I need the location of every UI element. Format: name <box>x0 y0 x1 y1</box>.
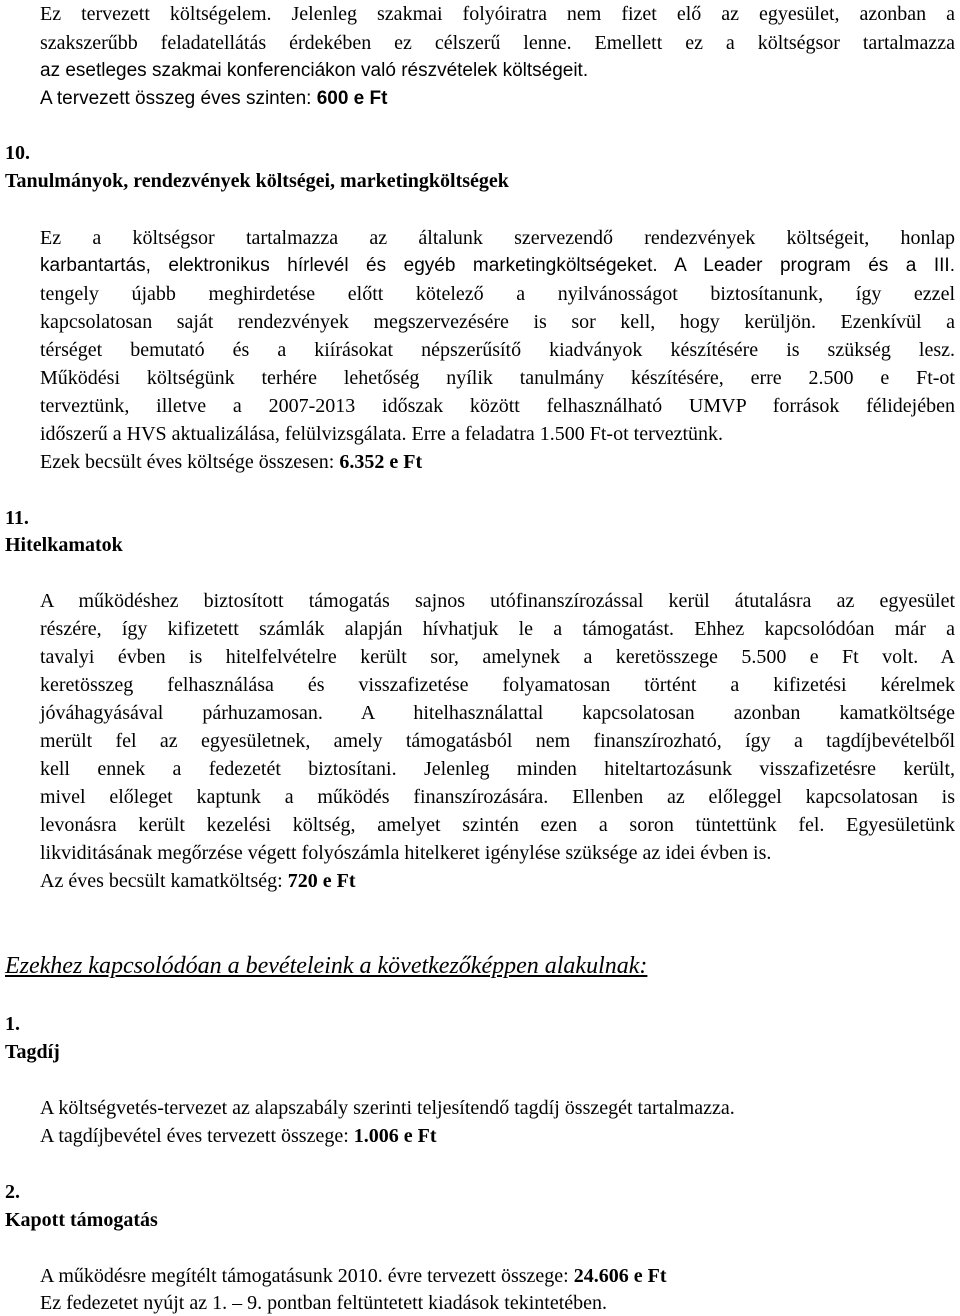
paragraph-line: időszerű a HVS aktualizálása, felülvizsgálata. Erre a feladatra 1.500 Ft-ot terveztünk. <box>40 423 724 445</box>
amount-line <box>40 869 355 893</box>
paragraph-line: Ez tervezett költségelem. Jelenleg szakmai folyóiratra nem fizet elő az egyesület, azonban a <box>40 3 955 25</box>
paragraph-line: kell ennek a fedezetét biztosítani. Jelenleg minden hiteltartozásunk visszafizetésre került, <box>40 758 955 780</box>
amount-label: Ezek becsült éves költsége összesen: <box>40 451 340 473</box>
amount-value: 6.352 e Ft <box>339 451 423 473</box>
income-heading: Ezekhez kapcsolódóan a bevételeink a következőképpen alakulnak: <box>5 953 648 979</box>
section-number: 2. <box>5 1181 20 1203</box>
section-title: Kapott támogatás <box>5 1209 158 1231</box>
section-title: Tanulmányok, rendezvények költségei, marketingköltségek <box>5 170 509 192</box>
paragraph-line: Működési költségünk terhére lehetőség nyílik tanulmány készítésére, erre 2.500 e Ft-ot <box>40 367 955 389</box>
paragraph-line: keretösszeg felhasználása és visszafizetése folyamatosan történt a kifizetési kérelmek <box>40 674 955 696</box>
paragraph-line: karbantartás, elektronikus hírlevél és egyéb marketingköltségeket. A Leader program és a III. <box>40 255 955 276</box>
paragraph-line: merült fel az egyesületnek, amely támogatásból nem finanszírozható, így a tagdíjbevételből <box>40 730 955 752</box>
paragraph-line: Ez fedezetet nyújt az 1. – 9. pontban feltüntetett kiadások tekintetében. <box>40 1292 608 1314</box>
amount-line <box>40 450 422 474</box>
paragraph-line: A költségvetés-tervezet az alapszabály szerinti teljesítendő tagdíj összegét tartalmazza. <box>40 1097 735 1119</box>
section-title: Hitelkamatok <box>5 534 123 556</box>
paragraph-line: likviditásának megőrzése végett folyószámla hitelkeret igénylése szüksége az idei évben is. <box>40 842 772 864</box>
amount-line <box>40 1264 667 1288</box>
amount-value: 720 e Ft <box>287 870 356 892</box>
amount-value: 600 e Ft <box>316 88 388 109</box>
paragraph-line: Ez a költségsor tartalmazza az általunk szervezendő rendezvények költségeit, honlap <box>40 227 955 249</box>
paragraph-line: levonásra került kezelési költség, amelyet szintén ezen a soron tüntettünk fel. Egyesületünk <box>40 814 955 836</box>
paragraph-line: az esetleges szakmai konferenciákon való részvételek költségeit. <box>40 60 589 81</box>
paragraph-line: jóváhagyásával párhuzamosan. A hitelhasználattal kapcsolatosan azonban kamatköltsége <box>40 702 955 724</box>
amount-label: A működésre megítélt támogatásunk 2010. évre tervezett összege: <box>40 1265 574 1287</box>
amount-label: A tagdíjbevétel éves tervezett összege: <box>40 1125 354 1147</box>
amount-value: 1.006 e Ft <box>353 1125 437 1147</box>
amount-line <box>40 1124 437 1148</box>
section-number: 11. <box>5 507 29 529</box>
paragraph-line: mivel előleget kaptunk a működés finanszírozására. Ellenben az előleggel kapcsolatosan is <box>40 786 955 808</box>
paragraph-line: kapcsolatosan saját rendezvények megszervezésére is sor kell, hogy kerüljön. Ezenkívül a <box>40 311 955 333</box>
amount-line <box>40 87 387 111</box>
section-title: Tagdíj <box>5 1041 60 1063</box>
paragraph-line: térséget bemutató és a kiírásokat népszerűsítő kiadványok készítésére is szükség lesz. <box>40 339 955 361</box>
paragraph-line: tengely újabb meghirdetése előtt kötelező a nyilvánosságot biztosítanunk, így ezzel <box>40 283 955 305</box>
amount-label: A tervezett összeg éves szinten: <box>40 88 317 109</box>
paragraph-line: A működéshez biztosított támogatás sajnos utófinanszírozással kerül átutalásra az egyesület <box>40 590 955 612</box>
paragraph-line: terveztünk, illetve a 2007-2013 időszak között felhasználható UMVP források félidejében <box>40 395 955 417</box>
amount-value: 24.606 e Ft <box>573 1265 667 1287</box>
section-number: 10. <box>5 142 30 164</box>
paragraph-line: tavalyi évben is hitelfelvételre került sor, amelynek a keretösszege 5.500 e Ft volt. A <box>40 646 955 668</box>
amount-label: Az éves becsült kamatköltség: <box>40 870 288 892</box>
section-number: 1. <box>5 1013 20 1035</box>
paragraph-line: részére, így kifizetett számlák alapján hívhatjuk le a támogatást. Ehhez kapcsolódóan már a <box>40 618 955 640</box>
paragraph-line: szakszerűbb feladatellátás érdekében ez célszerű lenne. Emellett ez a költségsor tartalmazza <box>40 32 955 54</box>
